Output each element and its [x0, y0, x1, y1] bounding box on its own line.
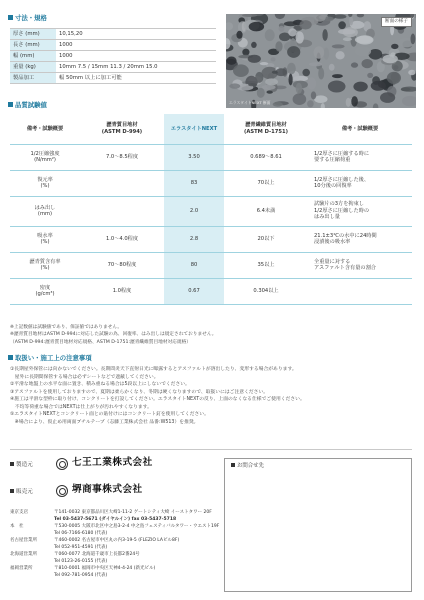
caution-item: ③アスファルトを使用しておりますので、夏期は柔らかくなり、冬期は硬くなりますので、取扱いにはご注意ください。 — [10, 389, 269, 395]
next-value: 83 — [164, 170, 224, 196]
quality-row — [10, 252, 412, 278]
square-bullet-icon — [8, 102, 13, 107]
d994-value: 70〜80程度 — [80, 252, 164, 278]
quality-notes — [10, 324, 216, 346]
d1751-value: 6.4未満 — [224, 196, 308, 226]
quality-remark — [308, 278, 412, 304]
quality-label: 吸水率 (%) — [10, 226, 80, 252]
quality-remark: 1/2厚さに圧縮する時に 要する圧縮荷重 — [308, 144, 412, 170]
quality-remark: 1/2厚さに圧縮した後、 10分後の回復率 — [308, 170, 412, 196]
caution-item: ④施工は平滑な型枠に取り付け、コンクリートを打設してください。エラスタイトNEXTの反り、上面のなくなる仕様でご使用ください。 — [10, 397, 305, 403]
seller-name: 堺商事株式会社 — [72, 484, 143, 495]
spec-label: 重量 (kg) — [10, 62, 56, 73]
spec-value: 幅 50mm 以上に加工可能 — [56, 73, 216, 84]
branch-address: 〒060-0077 北海道千歳市上長都2番24号 — [54, 551, 140, 557]
branch-name: 福岡営業所 — [10, 565, 33, 571]
spec-label: 幅 (mm) — [10, 51, 56, 62]
sakai-logo-icon — [56, 485, 68, 497]
quality-header: エラスタイトNEXT — [164, 114, 224, 144]
section-divider — [10, 449, 412, 450]
branch-list — [10, 510, 219, 580]
contact-box — [224, 458, 412, 592]
spec-label: 製品加工 — [10, 73, 56, 84]
seller-label: 販売元 — [10, 489, 33, 496]
quality-row — [10, 196, 412, 226]
branch-name: 名古屋営業所 — [10, 537, 37, 543]
caution-item: 不均等荷重な場合ではNEXTは仕上がりが汚れやすくなります。 — [10, 404, 152, 410]
manufacturer-label: 製造元 — [10, 462, 33, 469]
quality-note: （ASTM D-994:瀝青質目地材対応規格、ASTM D-1751:瀝青繊維質目地材対応規格） — [10, 339, 191, 345]
spec-row — [10, 62, 216, 73]
branch-tel: Tel 0123-26-0155 (代表) — [54, 558, 108, 564]
spec-section-title: 寸法・規格 — [8, 14, 47, 22]
spec-value: 1000 — [56, 40, 216, 51]
quality-note: ※瀝青質目地材はASTM D-994に対応した試験の為、回復率、はみ出しは規定されておりません。 — [10, 332, 217, 338]
branch-row — [10, 538, 219, 552]
branch-row — [10, 510, 219, 524]
branch-tel: Tel 03-5437-5671 (ダイヤルイン) fax 03-5437-5718 — [54, 516, 177, 522]
d1751-value: 20以下 — [224, 226, 308, 252]
square-bullet-icon — [10, 489, 14, 493]
quality-header: 備考・試験概要 — [10, 114, 80, 144]
quality-label: 1/2圧縮強度 (N/mm²) — [10, 144, 80, 170]
next-value: 80 — [164, 252, 224, 278]
branch-info — [54, 552, 140, 566]
spec-value: 10,15,20 — [56, 29, 216, 40]
branch-address: 〒460-0002 名古屋市中区丸の内3-19-5 (FLEZIO LAビル8F) — [54, 537, 180, 543]
spec-row — [10, 51, 216, 62]
quality-label: 復元率 (%) — [10, 170, 80, 196]
branch-row — [10, 566, 219, 580]
caution-item: ※場合により、仮止め用両面ブチルテープ（志藤工業株式会社 品番:W513）を推奨。 — [10, 420, 199, 426]
branch-name: 東京支店 — [10, 510, 28, 515]
spec-label: 厚さ (mm) — [10, 29, 56, 40]
branch-name: 本 社 — [10, 523, 24, 529]
spec-row — [10, 29, 216, 40]
manufacturer-name: 七王工業株式会社 — [72, 457, 153, 468]
next-value: 2.0 — [164, 196, 224, 226]
caution-list — [10, 366, 412, 427]
caution-item: 屋外に長期間保管する場合は必ずシートなどで遮蔽してください。 — [10, 374, 159, 380]
quality-label: 密度 (g/cm³) — [10, 278, 80, 304]
branch-info — [54, 524, 219, 538]
d994-value: 1.0程度 — [80, 278, 164, 304]
quality-header: 備考・試験概要 — [308, 114, 412, 144]
branch-tel: Tel 052-951-4591 (代表) — [54, 544, 108, 550]
quality-section-title: 品質試験値 — [8, 101, 47, 109]
d994-value — [80, 196, 164, 226]
branch-row — [10, 524, 219, 538]
d994-value: 1.0〜4.0程度 — [80, 226, 164, 252]
caution-section-title: 取扱い・施工上の注意事項 — [8, 354, 92, 362]
branch-name: 北海道営業所 — [10, 551, 37, 557]
quality-remark: 全重量に対する アスファルト含有量の割合 — [308, 252, 412, 278]
quality-label: はみ出し (mm) — [10, 196, 80, 226]
branch-info — [54, 566, 155, 580]
branch-address: 〒141-0032 東京都品川区大崎1-11-2 ゲートシティ大崎 イーストタワー 20F — [54, 510, 212, 515]
d1751-value: 0.689〜8.61 — [224, 144, 308, 170]
d1751-value: 70以上 — [224, 170, 308, 196]
spec-row — [10, 40, 216, 51]
quality-remark: 21.1±3℃の水中に24時間 浸漬後の吸水率 — [308, 226, 412, 252]
spec-value: 1000 — [56, 51, 216, 62]
square-bullet-icon — [10, 462, 14, 466]
branch-address: 〒810-0001 福岡市中央区天神4-4-24 (新光ビル) — [54, 565, 156, 571]
d994-value — [80, 170, 164, 196]
branch-info — [54, 538, 179, 552]
quality-header: 瀝青質目地材 (ASTM D-994) — [80, 114, 164, 144]
caution-item: ①長期屋外保管には向かないでください。長期間炎天下直射日光に曝露するとアスファルトが溶出したり、変形する場合があります。 — [10, 367, 297, 372]
photo-caption: エラスタイトNEXT 断面 — [229, 100, 271, 106]
shichio-logo-icon — [56, 458, 68, 470]
spec-value: 10mm 7.5 / 15mm 11.3 / 20mm 15.0 — [56, 62, 216, 73]
spec-label: 長さ (mm) — [10, 40, 56, 51]
quality-row — [10, 278, 412, 304]
quality-label: 瀝青質含有率 (%) — [10, 252, 80, 278]
branch-row — [10, 552, 219, 566]
spec-row — [10, 73, 216, 84]
quality-row — [10, 170, 412, 196]
d994-value: 7.0〜8.5程度 — [80, 144, 164, 170]
next-value: 3.50 — [164, 144, 224, 170]
branch-tel: Tel 092-781-0954 (代表) — [54, 572, 108, 578]
contact-label: お問合せ先 — [231, 463, 264, 470]
caution-item: ②平滑な地盤上の水平な面に置き、積み重ねる場合は5段以上にしないでください。 — [10, 382, 190, 388]
next-value: 2.8 — [164, 226, 224, 252]
d1751-value: 0.304以上 — [224, 278, 308, 304]
photo-tag: 断面の様子 — [381, 17, 412, 27]
branch-info — [54, 510, 212, 524]
square-bullet-icon — [8, 355, 13, 360]
square-bullet-icon — [231, 463, 235, 467]
quality-header: 瀝青繊維質目地材 (ASTM D-1751) — [224, 114, 308, 144]
d1751-value: 35以上 — [224, 252, 308, 278]
product-cross-section-photo — [226, 14, 416, 108]
spec-table — [10, 28, 216, 84]
quality-remark: 試験片の3方を拘束し 1/2厚さに圧縮した時の はみ出し量 — [308, 196, 412, 226]
caution-item: ⑤エラスタイトNEXTとコンクリート面との貼付けにはコンクリート釘を使用してください。 — [10, 412, 209, 418]
quality-test-table — [10, 114, 412, 305]
quality-row — [10, 144, 412, 170]
branch-tel: Tel 06-7166-6180 (代表) — [54, 530, 108, 536]
foam-texture-image — [226, 14, 416, 108]
square-bullet-icon — [8, 15, 13, 20]
quality-note: ※上記数値は試験値であり、保証値ではありません。 — [10, 325, 123, 330]
quality-row — [10, 226, 412, 252]
next-value: 0.67 — [164, 278, 224, 304]
branch-address: 〒530-0005 大阪市北区中之島3-2-4 中之島フェスティバルタワー・ウエスト19F — [54, 523, 220, 529]
